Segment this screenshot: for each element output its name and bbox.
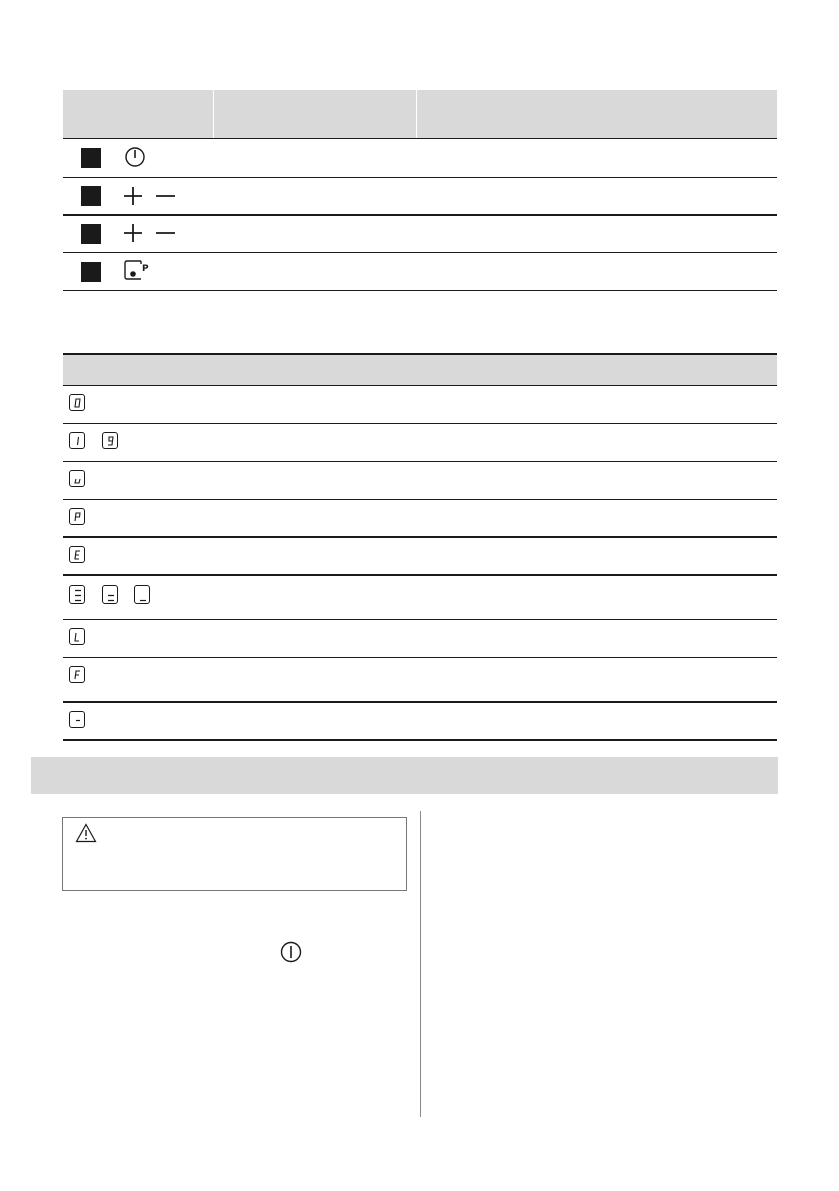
on-off-icon xyxy=(124,146,146,168)
svg-text:P: P xyxy=(142,264,149,274)
display-symbol-residual-heat-3 xyxy=(69,585,85,604)
row-rule xyxy=(63,423,777,424)
display-symbol-residual-heat-1 xyxy=(134,585,150,604)
control-sensor-marker xyxy=(81,148,101,168)
header-divider xyxy=(416,90,417,138)
display-symbol-l xyxy=(69,628,85,645)
plus-minus-icon xyxy=(123,185,177,207)
header-divider xyxy=(213,90,214,138)
column-divider xyxy=(420,811,421,1117)
controls-table-header xyxy=(63,90,777,138)
row-rule xyxy=(63,574,777,576)
row-rule xyxy=(63,657,777,658)
row-rule xyxy=(63,536,777,538)
row-rule xyxy=(63,499,777,500)
row-rule xyxy=(63,739,777,741)
display-symbol-f xyxy=(69,666,85,683)
display-symbol-0 xyxy=(69,394,85,411)
row-rule xyxy=(63,461,777,462)
display-symbol-1 xyxy=(69,432,85,449)
warning-box xyxy=(62,817,407,891)
row-rule xyxy=(63,138,777,139)
display-symbol-e xyxy=(69,546,85,563)
plus-minus-icon xyxy=(123,222,177,244)
row-rule xyxy=(63,619,777,620)
row-rule xyxy=(63,701,777,703)
display-symbol-dash xyxy=(69,711,85,728)
display-symbol-residual-heat-2 xyxy=(102,585,118,604)
pause-p-icon xyxy=(124,259,150,281)
section-heading-band xyxy=(31,757,778,794)
row-rule xyxy=(63,385,777,386)
row-rule xyxy=(63,214,777,216)
on-off-icon xyxy=(280,941,302,963)
control-sensor-marker xyxy=(81,186,101,206)
row-rule xyxy=(63,290,777,291)
control-sensor-marker xyxy=(81,224,101,244)
control-sensor-marker xyxy=(81,262,101,282)
display-symbol-9 xyxy=(102,432,118,449)
warning-triangle-icon xyxy=(75,823,97,843)
row-rule xyxy=(63,252,777,253)
display-symbol-p xyxy=(69,508,85,525)
row-rule xyxy=(63,177,777,178)
display-symbol-u xyxy=(69,470,85,487)
displays-table-header xyxy=(63,355,777,385)
